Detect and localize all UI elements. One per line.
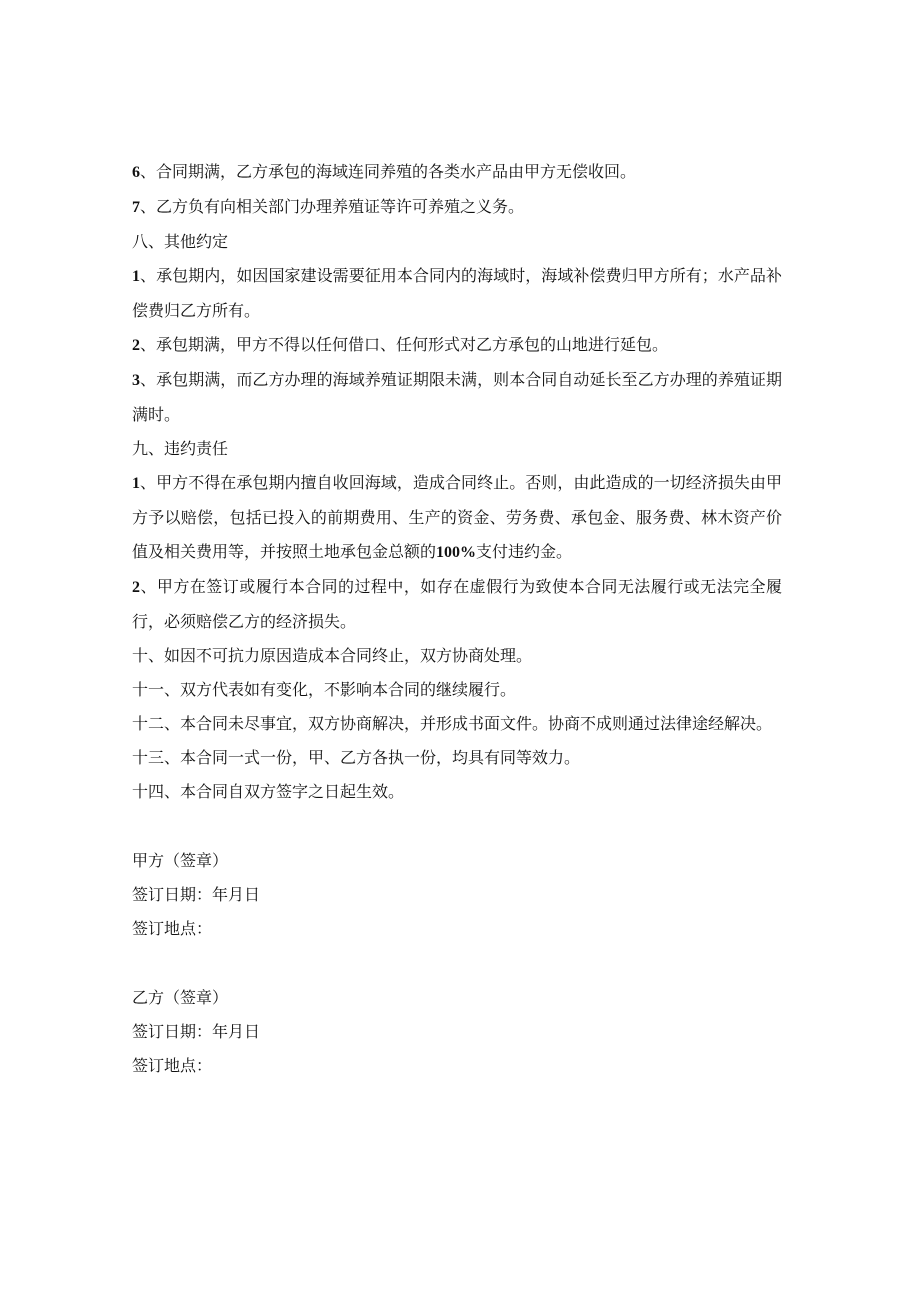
party-a-place: 签订地点： [132,919,213,938]
contract-page [132,155,782,1083]
clause-item [132,466,782,570]
item-number: 1 [132,475,140,492]
clause-10: 十、如因不可抗力原因造成本合同终止，双方协商处理。 [132,646,533,665]
spacer [132,809,782,844]
item-text: 、合同期满，乙方承包的海域连同养殖的各类水产品由甲方无偿收回。 [140,162,637,181]
item-number: 3 [132,372,140,389]
item-number: 6 [132,164,140,181]
spacer [132,946,782,981]
item-number: 2 [132,579,140,596]
party-a-label: 甲方（签章） [132,851,229,870]
clause-11: 十一、双方代表如有变化，不影响本合同的继续履行。 [132,680,517,699]
clause-12: 十二、本合同未尽事宜，双方协商解决，并形成书面文件。协商不成则通过法律途经解决。 [132,714,773,733]
penalty-percent: 100% [436,544,477,561]
item-number: 2 [132,337,140,354]
party-b-label: 乙方（签章） [132,988,229,1007]
party-b-place: 签订地点： [132,1056,213,1075]
party-b-signature-block [132,981,782,1083]
section-heading: 九、违约责任 [132,439,229,458]
clause-item [132,328,782,363]
item-text: 、甲方在签订或履行本合同的过程中，如存在虚假行为致使本合同无法履行或无法完全履行，必须赔偿乙方的经济损失。 [132,577,782,631]
party-b-date: 签订日期：年月日 [132,1022,261,1041]
item-text: 、乙方负有向相关部门办理养殖证等许可养殖之义务。 [140,197,525,216]
party-a-date: 签订日期：年月日 [132,885,261,904]
party-a-signature-block [132,844,782,946]
item-text: 、承包期内，如因国家建设需要征用本合同内的海域时，海域补偿费归甲方所有；水产品补偿费归乙方所有。 [132,266,782,320]
clause-13: 十三、本合同一式一份，甲、乙方各执一份，均具有同等效力。 [132,748,581,767]
clause-item [132,259,782,328]
item-number: 7 [132,199,140,216]
item-text: 、承包期满，甲方不得以任何借口、任何形式对乙方承包的山地进行延包。 [140,335,669,354]
clause-item [132,363,782,432]
clause-item [132,570,782,639]
clause-item [132,155,782,190]
item-number: 1 [132,268,140,285]
section-heading: 八、其他约定 [132,232,229,251]
clause-14: 十四、本合同自双方签字之日起生效。 [132,782,405,801]
item-text-end: 支付违约金。 [476,542,573,561]
item-text: 、承包期满，而乙方办理的海域养殖证期限未满，则本合同自动延长至乙方办理的养殖证期满时。 [132,370,782,424]
item-text: 、甲方不得在承包期内擅自收回海域，造成合同终止。否则，由此造成的一切经济损失由甲方予以赔偿，包括已投入的前期费用、生产的资金、劳务费、承包金、服务费、林木资产价值及相关费用等，并按照土地承包金总额的 [132,473,782,561]
clause-item [132,190,782,225]
